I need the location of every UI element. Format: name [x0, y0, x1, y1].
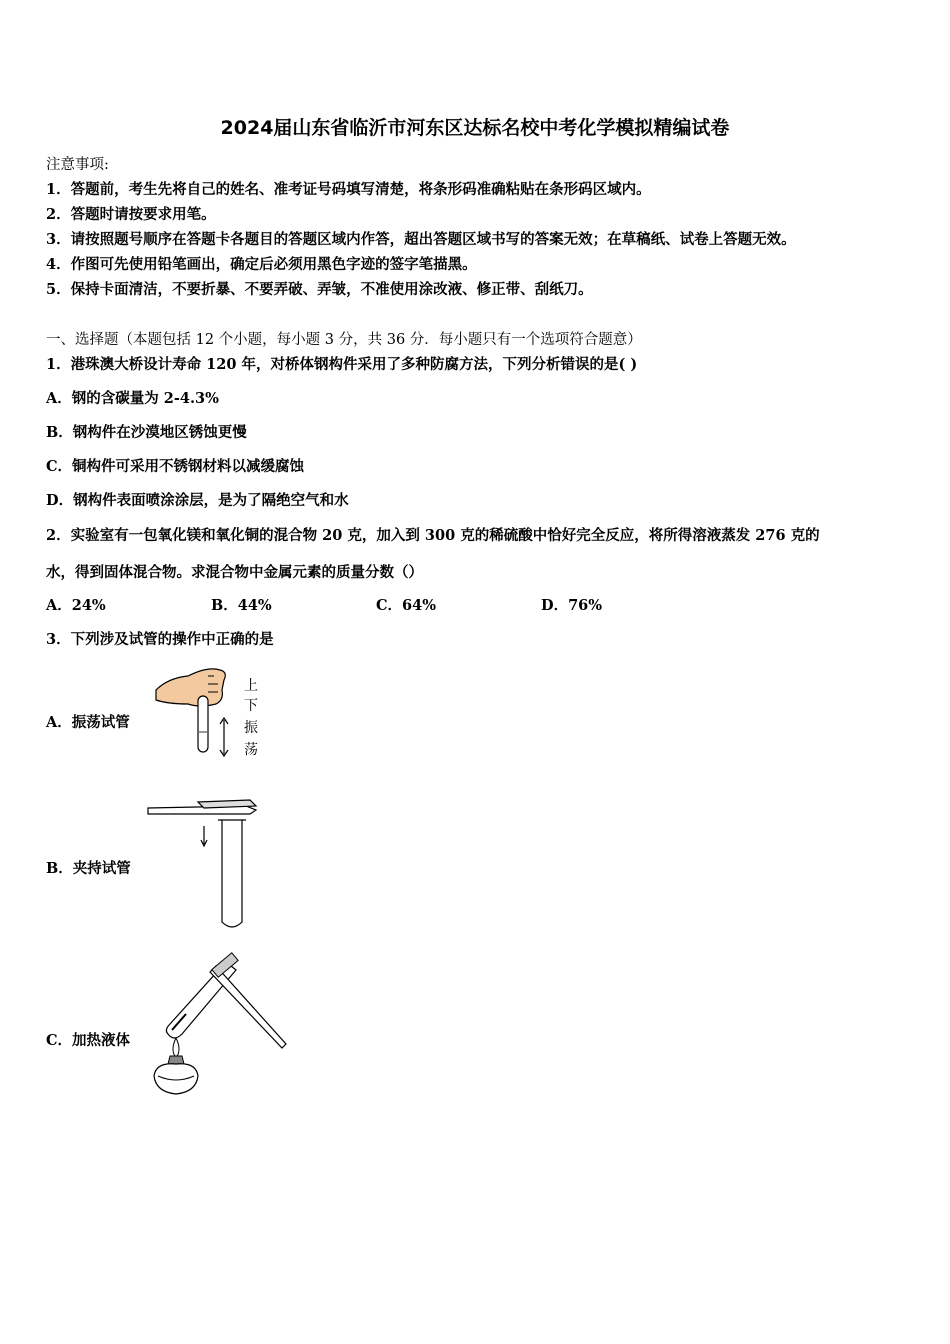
question-2-stem-line1: 2．实验室有一包氧化镁和氧化铜的混合物 20 克，加入到 300 克的稀硫酸中恰好完全反应，将所得溶液蒸发 276 克的: [46, 527, 820, 544]
question-1-option-a: A．钢的含碳量为 2-4.3%: [46, 390, 219, 407]
notice-item: 5．保持卡面清洁，不要折暴、不要弄破、弄皱，不准使用涂改液、修正带、刮纸刀。: [46, 281, 593, 298]
question-1-option-b: B．钢构件在沙漠地区锈蚀更慢: [46, 424, 247, 441]
question-1-stem: 1．港珠澳大桥设计寿命 120 年，对桥体钢构件采用了多种防腐方法，下列分析错误的是( ): [46, 356, 638, 373]
figure-label: 上: [244, 678, 258, 694]
figure-label: 荡: [244, 742, 258, 758]
question-3-option-b: B．夹持试管: [46, 860, 131, 877]
figure-label: 振: [244, 720, 258, 736]
heating-liquid-figure: [146, 952, 296, 1102]
page-title: 2024届山东省临沂市河东区达标名校中考化学模拟精编试卷: [220, 117, 730, 139]
notice-item: 4．作图可先使用铅笔画出，确定后必须用黑色字迹的签字笔描黑。: [46, 256, 477, 273]
section-heading: 一、选择题（本题包括 12 个小题，每小题 3 分，共 36 分．每小题只有一个选项符合题意）: [46, 332, 642, 348]
notice-item: 2．答题时请按要求用笔。: [46, 206, 216, 223]
shaking-test-tube-figure: [148, 660, 268, 760]
question-2-option-b: B．44%: [211, 597, 272, 614]
question-3-option-c: C．加热液体: [46, 1032, 131, 1049]
question-3-option-a: A．振荡试管: [46, 714, 130, 731]
figure-label: 下: [244, 698, 258, 714]
question-2-option-c: C．64%: [376, 597, 436, 614]
notice-item: 3．请按照题号顺序在答题卡各题目的答题区域内作答，超出答题区域书写的答案无效；在草稿纸、试卷上答题无效。: [46, 231, 796, 248]
question-2-option-a: A．24%: [46, 597, 106, 614]
notice-heading: 注意事项:: [46, 157, 109, 173]
question-2-stem-line2: 水，得到固体混合物。求混合物中金属元素的质量分数（）: [46, 564, 423, 581]
question-1-option-c: C．铜构件可采用不锈钢材料以减缓腐蚀: [46, 458, 305, 475]
question-2-option-d: D．76%: [541, 597, 603, 614]
clamping-test-tube-figure: [146, 796, 266, 936]
question-1-option-d: D．钢构件表面喷涂涂层，是为了隔绝空气和水: [46, 492, 349, 509]
notice-item: 1．答题前，考生先将自己的姓名、准考证号码填写清楚，将条形码准确粘贴在条形码区域内。: [46, 181, 651, 198]
question-3-stem: 3．下列涉及试管的操作中正确的是: [46, 631, 274, 648]
